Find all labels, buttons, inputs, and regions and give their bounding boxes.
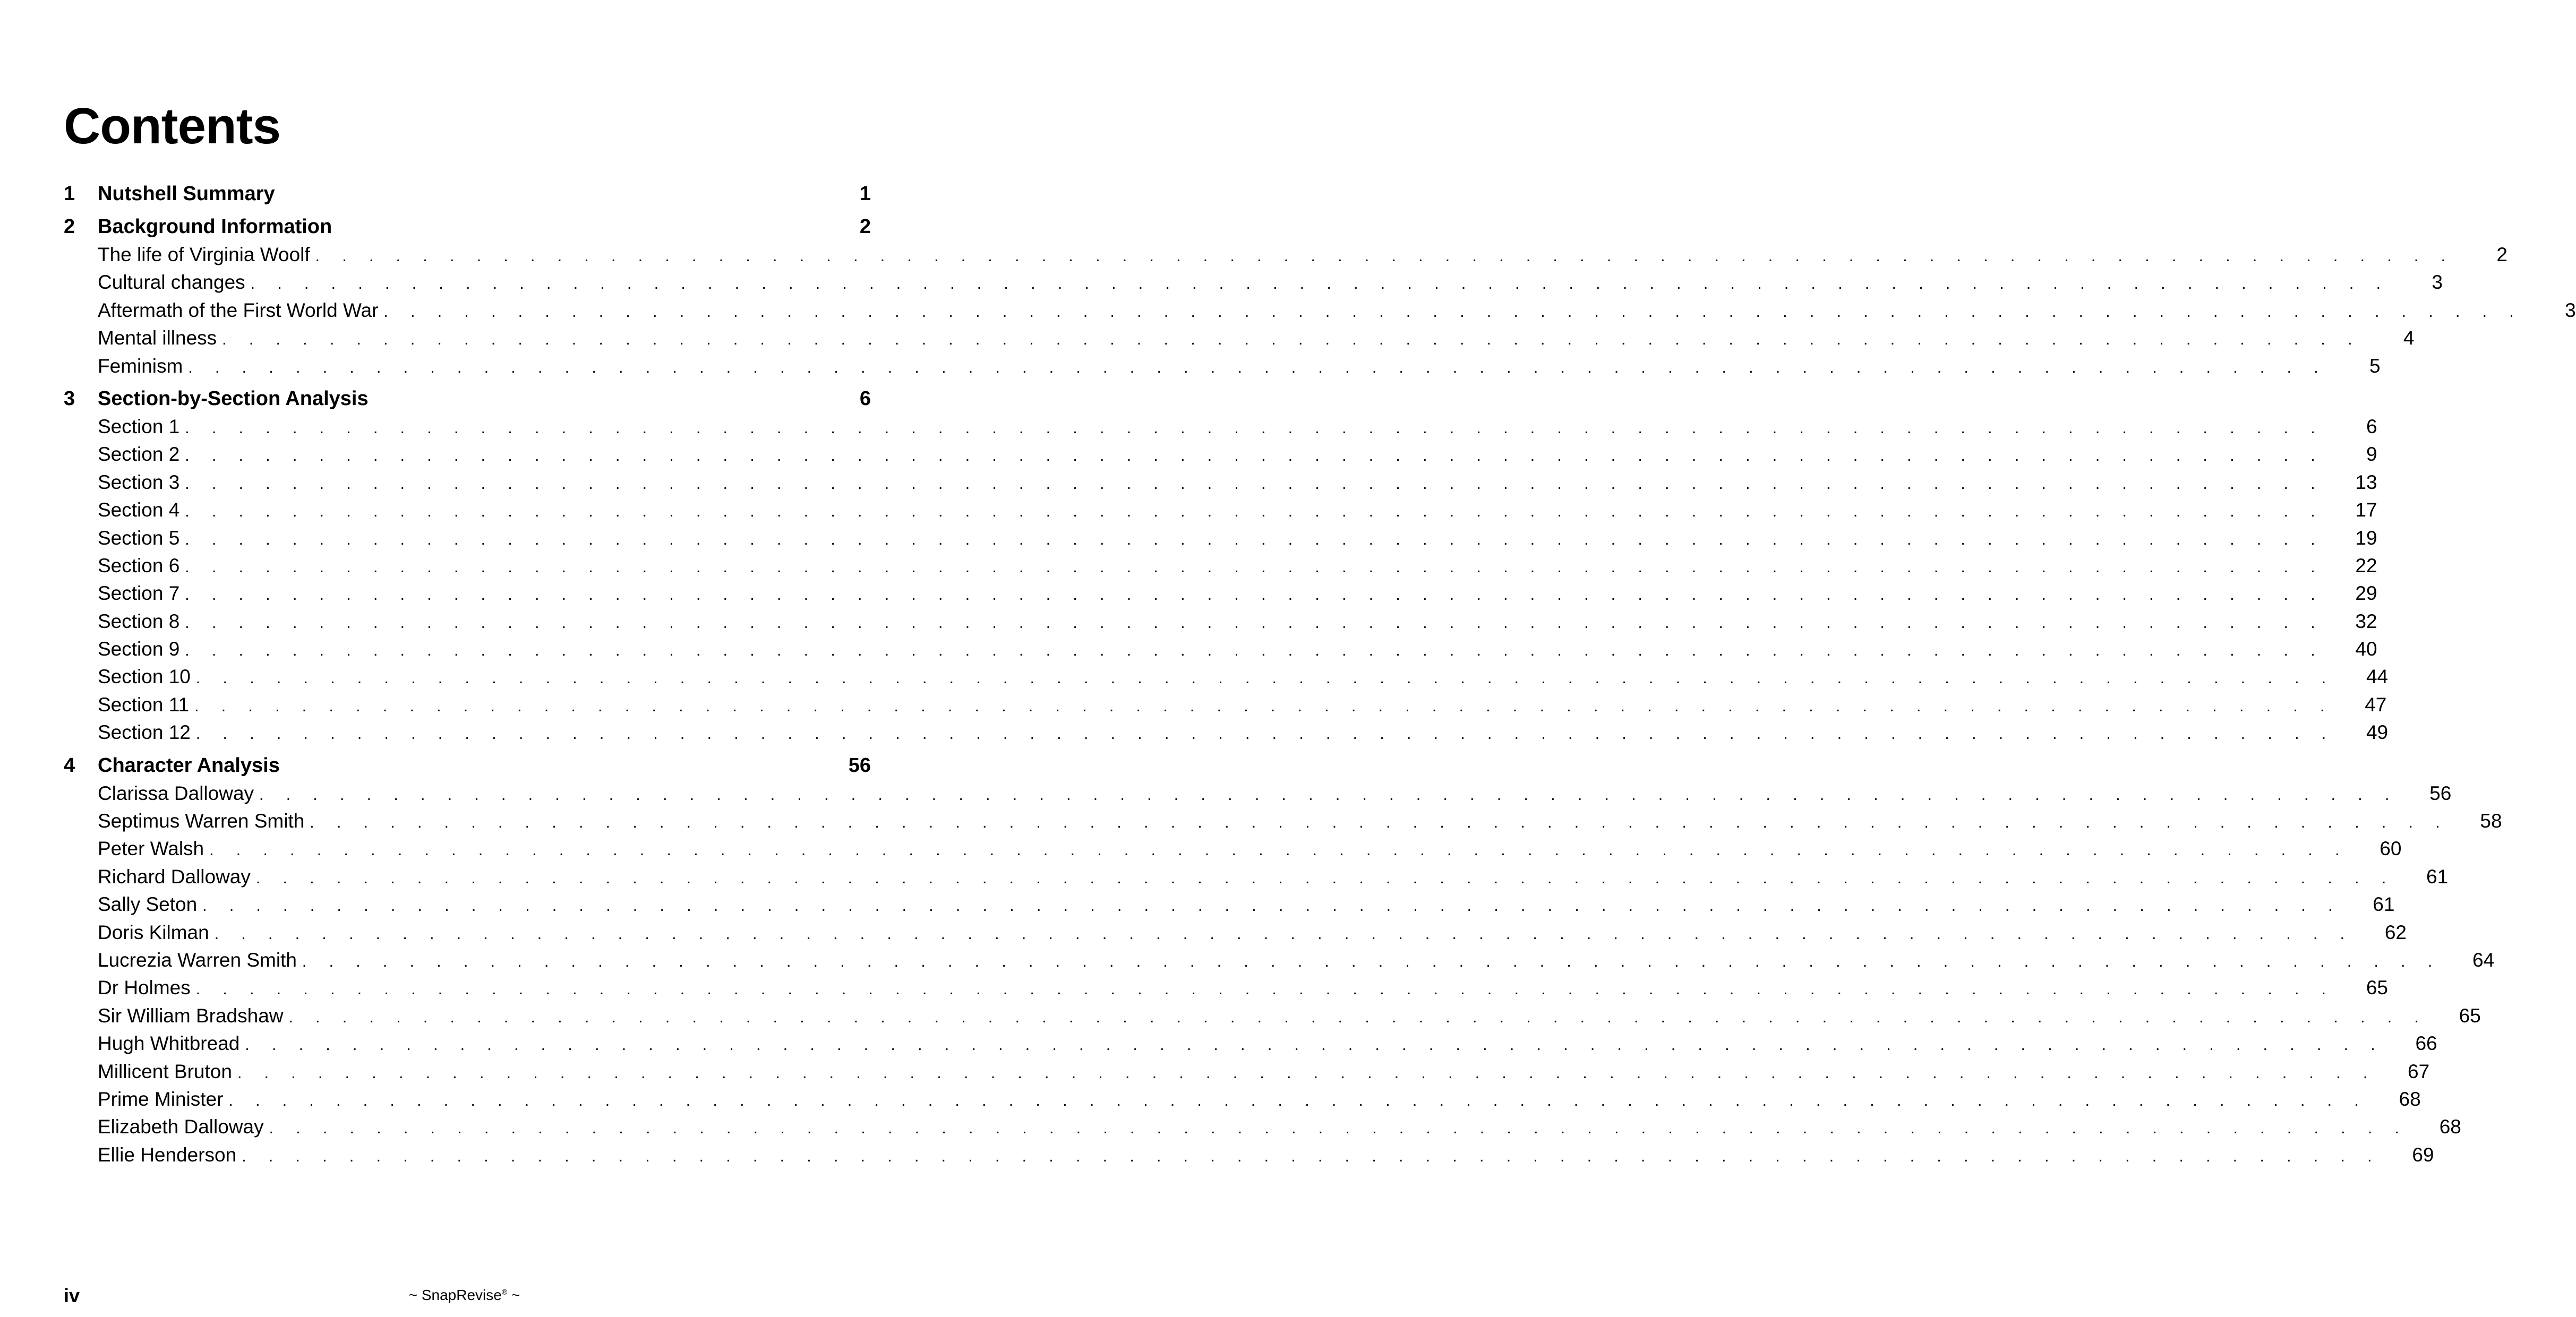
toc-entry-title: Richard Dalloway (98, 863, 256, 891)
toc-dot-leader: . . . . . . . . . . . . . . . . . . . . . . . . . . . . . . . . . . . . . . . . . . . . . . . . . . . . . . . . . . . . . . . . . . . . . . . . . . . . . . . . (185, 447, 2324, 465)
toc-entry-row[interactable] (64, 441, 2377, 468)
toc-entry-page: 5 (2369, 355, 2381, 377)
toc-entry-page: 19 (2355, 527, 2377, 549)
toc-entry-title: Section 6 (98, 552, 185, 580)
toc-dot-leader: . . . . . . . . . . . . . . . . . . . . . . . . . . . . . . . . . . . . . . . . . . . . . . . . . . . . . . . . . . . . . . . . . . . . . . . . . . . . . . . . (185, 558, 2324, 576)
footer-brand-name: SnapRevise (421, 1287, 502, 1303)
toc-dot-leader: . . . . . . . . . . . . . . . . . . . . . . . . . . . . . . . . . . . . . . . . . . . . . . . . . . . . . . . . . . . . . . . . . . . . . . . . . . . . . . . . (214, 925, 2354, 943)
toc-chapter-page: 2 (859, 216, 871, 238)
toc-chapter-number: 3 (64, 387, 75, 410)
toc-entry-title: Aftermath of the First World War (98, 297, 383, 324)
toc-dot-leader: . . . . . . . . . . . . . . . . . . . . . . . . . . . . . . . . . . . . . . . . . . . . . . . . . . . . . . . . . . . . . . . . . . . . . . . . . . . . . . . . (188, 358, 2327, 376)
toc-entry-page: 2 (2496, 244, 2507, 265)
toc-dot-leader: . . . . . . . . . . . . . . . . . . . . . . . . . . . . . . . . . . . . . . . . . . . . . . . . . . . . . . . . . . . . . . . . . . . . . . . . . . . . . . . . (195, 980, 2335, 998)
toc-chapter-title: Background Information (98, 216, 332, 238)
toc-dot-leader: . . . . . . . . . . . . . . . . . . . . . . . . . . . . . . . . . . . . . . . . . . . . . . . . . . . . . . . . . . . . . . . . . . . . . . . . . . . . . . . . (185, 642, 2324, 660)
toc-entry-page: 68 (2439, 1116, 2461, 1138)
toc-entry-title: Lucrezia Warren Smith (98, 946, 302, 974)
toc-entry-title: Septimus Warren Smith (98, 807, 310, 835)
toc-dot-leader: . . . . . . . . . . . . . . . . . . . . . . . . . . . . . . . . . . . . . . . . . . . . . . . . . . . . . . . . . . . . . . . . . . . . . . . . . . . . . . . . (194, 697, 2334, 715)
toc-entry-row[interactable] (64, 552, 2377, 580)
toc-chapter-title: Nutshell Summary (98, 183, 275, 205)
toc-dot-leader: . . . . . . . . . . . . . . . . . . . . . . . . . . . . . . . . . . . . . . . . . . . . . . . . . . . . . . . . . . . . . . . . . . . . . . . . . . . . . . . . (209, 841, 2349, 859)
toc-chapter-row[interactable] (64, 751, 871, 780)
toc-entry-page: 17 (2355, 499, 2377, 521)
toc-entry-title: Ellie Henderson (98, 1141, 242, 1169)
toc-dot-leader: . . . . . . . . . . . . . . . . . . . . . . . . . . . . . . . . . . . . . . . . . . . . . . . . . . . . . . . . . . . . . . . . . . . . . . . . . . . . . . . . (315, 247, 2454, 265)
toc-dot-leader: . . . . . . . . . . . . . . . . . . . . . . . . . . . . . . . . . . . . . . . . . . . . . . . . . . . . . . . . . . . . . . . . . . . . . . . . . . . . . . . . (245, 1036, 2384, 1054)
toc-entry-title: Section 1 (98, 413, 185, 441)
toc-entry-title: Doris Kilman (98, 919, 215, 946)
toc-entry-row[interactable] (64, 919, 2407, 946)
toc-entry-title: Section 9 (98, 635, 185, 663)
toc-dot-leader: . . . . . . . . . . . . . . . . . . . . . . . . . . . . . . . . . . . . . . . . . . . . . . . . . . . . . . . . . . . . . . . . . . . . . . . . . . . . . . . . (185, 475, 2324, 493)
toc-entry-row[interactable] (64, 946, 2495, 974)
toc-entry-title: Section 2 (98, 441, 185, 468)
toc-entry-title: Peter Walsh (98, 835, 209, 863)
footer-page-number: iv (64, 1285, 80, 1306)
toc-entry-row[interactable] (64, 580, 2377, 607)
toc-dot-leader: . . . . . . . . . . . . . . . . . . . . . . . . . . . . . . . . . . . . . . . . . . . . . . . . . . . . . . . . . . . . . . . . . . . . . . . . . . . . . . . . (310, 814, 2449, 832)
toc-chapter-number: 1 (64, 183, 75, 205)
toc-entry-row[interactable] (64, 1030, 2437, 1057)
toc-entry-row[interactable] (64, 1113, 2461, 1141)
toc-chapter-row[interactable] (64, 384, 871, 413)
footer-brand-mark: ® (501, 1287, 508, 1296)
toc-entry-page: 49 (2366, 721, 2389, 744)
toc-entry-title: Section 8 (98, 608, 185, 635)
toc-entry-title: Section 5 (98, 524, 185, 552)
toc-chapter-row[interactable] (64, 179, 871, 208)
toc-chapter-number: 4 (64, 754, 75, 777)
toc-entry-row[interactable] (64, 863, 2449, 891)
toc-entry-row[interactable] (64, 780, 2452, 807)
toc-entry-page: 3 (2565, 299, 2576, 321)
toc-dot-leader: . . . . . . . . . . . . . . . . . . . . . . . . . . . . . . . . . . . . . . . . . . . . . . . . . . . . . . . . . . . . . . . . . . . . . . . . . . . . . . . . (228, 1091, 2368, 1109)
footer-brand (0, 1287, 929, 1304)
toc-chapter-page: 6 (859, 387, 871, 410)
toc-entry-row[interactable] (64, 608, 2377, 635)
toc-entry-row[interactable] (64, 891, 2395, 918)
toc-entry-row[interactable] (64, 1058, 2430, 1086)
toc-entry-row[interactable] (64, 1086, 2421, 1113)
toc-dot-leader: . . . . . . . . . . . . . . . . . . . . . . . . . . . . . . . . . . . . . . . . . . . . . . . . . . . . . . . . . . . . . . . . . . . . . . . . . . . . . . . . (185, 503, 2324, 521)
toc-entry-row[interactable] (64, 324, 2415, 352)
toc-entry-row[interactable] (64, 1002, 2481, 1030)
toc-entry-page: 9 (2366, 443, 2377, 466)
toc-entry-title: Section 4 (98, 496, 185, 524)
footer-tilde-right: ~ (511, 1287, 520, 1303)
toc-entry-title: The life of Virginia Woolf (98, 241, 315, 269)
toc-dot-leader: . . . . . . . . . . . . . . . . . . . . . . . . . . . . . . . . . . . . . . . . . . . . . . . . . . . . . . . . . . . . . . . . . . . . . . . . . . . . . . . . (255, 869, 2395, 887)
toc-entry-title: Hugh Whitbread (98, 1030, 245, 1057)
toc-entry-row[interactable] (64, 691, 2387, 719)
toc-entry-title: Section 12 (98, 719, 196, 746)
toc-dot-leader: . . . . . . . . . . . . . . . . . . . . . . . . . . . . . . . . . . . . . . . . . . . . . . . . . . . . . . . . . . . . . . . . . . . . . . . . . . . . . . . . (242, 1147, 2381, 1165)
toc-entry-row[interactable] (64, 297, 2576, 324)
toc-entry-row[interactable] (64, 524, 2377, 552)
toc-entry-row[interactable] (64, 469, 2377, 496)
toc-entry-page: 66 (2415, 1032, 2437, 1055)
toc-entry-page: 4 (2403, 327, 2415, 349)
toc-entry-page: 29 (2355, 582, 2377, 605)
toc-entry-page: 64 (2472, 949, 2495, 971)
toc-entry-row[interactable] (64, 496, 2377, 524)
toc-entry-title: Mental illness (98, 324, 222, 352)
toc-entry-page: 61 (2426, 865, 2449, 888)
toc-entry-page: 40 (2355, 638, 2377, 660)
toc-entry-title: Dr Holmes (98, 974, 196, 1002)
toc-chapter-page: 56 (848, 754, 871, 777)
toc-entry-title: Prime Minister (98, 1086, 228, 1113)
toc-entry-page: 65 (2459, 1004, 2481, 1027)
toc-entry-page: 65 (2366, 977, 2389, 999)
toc-dot-leader: . . . . . . . . . . . . . . . . . . . . . . . . . . . . . . . . . . . . . . . . . . . . . . . . . . . . . . . . . . . . . . . . . . . . . . . . . . . . . . . . (288, 1008, 2428, 1026)
toc-entry-row[interactable] (64, 719, 2389, 746)
toc-entry-title: Section 3 (98, 469, 185, 496)
toc-entry-page: 3 (2432, 271, 2443, 294)
toc-dot-leader: . . . . . . . . . . . . . . . . . . . . . . . . . . . . . . . . . . . . . . . . . . . . . . . . . . . . . . . . . . . . . . . . . . . . . . . . . . . . . . . . (250, 275, 2390, 293)
toc-entry-row[interactable] (64, 413, 2377, 441)
toc-entry-row[interactable] (64, 269, 2443, 296)
toc-dot-leader: . . . . . . . . . . . . . . . . . . . . . . . . . . . . . . . . . . . . . . . . . . . . . . . . . . . . . . . . . . . . . . . . . . . . . . . . . . . . . . . . (202, 897, 2342, 915)
toc-dot-leader: . . . . . . . . . . . . . . . . . . . . . . . . . . . . . . . . . . . . . . . . . . . . . . . . . . . . . . . . . . . . . . . . . . . . . . . . . . . . . . . . (269, 1120, 2408, 1138)
toc-entry-title: Clarissa Dalloway (98, 780, 259, 807)
toc-entry-title: Section 7 (98, 580, 185, 607)
toc-entry-page: 58 (2480, 810, 2502, 832)
toc-entry-page: 68 (2399, 1088, 2421, 1110)
toc-entry-title: Elizabeth Dalloway (98, 1113, 269, 1141)
toc-entry-title: Cultural changes (98, 269, 251, 296)
table-of-contents (64, 179, 2576, 1169)
toc-entry-title: Sally Seton (98, 891, 202, 918)
toc-entry-row[interactable] (64, 974, 2389, 1002)
toc-entry-page: 6 (2366, 415, 2377, 437)
toc-dot-leader: . . . . . . . . . . . . . . . . . . . . . . . . . . . . . . . . . . . . . . . . . . . . . . . . . . . . . . . . . . . . . . . . . . . . . . . . . . . . . . . . (185, 614, 2324, 632)
toc-dot-leader: . . . . . . . . . . . . . . . . . . . . . . . . . . . . . . . . . . . . . . . . . . . . . . . . . . . . . . . . . . . . . . . . . . . . . . . . . . . . . . . . (185, 419, 2324, 437)
toc-entry-page: 44 (2366, 666, 2389, 688)
page-title: Contents (64, 98, 280, 154)
toc-entry-title: Section 10 (98, 663, 196, 691)
toc-entry-page: 22 (2355, 554, 2377, 576)
toc-dot-leader: . . . . . . . . . . . . . . . . . . . . . . . . . . . . . . . . . . . . . . . . . . . . . . . . . . . . . . . . . . . . . . . . . . . . . . . . . . . . . . . . (222, 331, 2361, 349)
toc-entry-title: Feminism (98, 352, 188, 380)
toc-entry-title: Section 11 (98, 691, 194, 719)
toc-entry-page: 56 (2429, 782, 2452, 804)
toc-entry-row[interactable] (64, 807, 2502, 835)
toc-dot-leader: . . . . . . . . . . . . . . . . . . . . . . . . . . . . . . . . . . . . . . . . . . . . . . . . . . . . . . . . . . . . . . . . . . . . . . . . . . . . . . . . (237, 1064, 2377, 1082)
toc-entry-row[interactable] (64, 635, 2377, 663)
toc-chapter-number: 2 (64, 216, 75, 238)
toc-chapter-title: Section-by-Section Analysis (98, 387, 369, 410)
footer-tilde-left: ~ (408, 1287, 418, 1303)
toc-dot-leader: . . . . . . . . . . . . . . . . . . . . . . . . . . . . . . . . . . . . . . . . . . . . . . . . . . . . . . . . . . . . . . . . . . . . . . . . . . . . . . . . (259, 786, 2399, 804)
toc-dot-leader: . . . . . . . . . . . . . . . . . . . . . . . . . . . . . . . . . . . . . . . . . . . . . . . . . . . . . . . . . . . . . . . . . . . . . . . . . . . . . . . . (195, 725, 2335, 743)
toc-entry-title: Millicent Bruton (98, 1058, 237, 1086)
toc-entry-page: 47 (2365, 693, 2387, 716)
toc-entry-page: 62 (2384, 921, 2407, 943)
toc-dot-leader: . . . . . . . . . . . . . . . . . . . . . . . . . . . . . . . . . . . . . . . . . . . . . . . . . . . . . . . . . . . . . . . . . . . . . . . . . . . . . . . . (185, 530, 2324, 548)
toc-entry-row[interactable] (64, 835, 2402, 863)
toc-chapter-row[interactable] (64, 212, 871, 241)
toc-entry-row[interactable] (64, 1141, 2434, 1169)
toc-dot-leader: . . . . . . . . . . . . . . . . . . . . . . . . . . . . . . . . . . . . . . . . . . . . . . . . . . . . . . . . . . . . . . . . . . . . . . . . . . . . . . . . (185, 586, 2324, 604)
toc-entry-page: 13 (2355, 471, 2377, 493)
toc-entry-page: 67 (2408, 1060, 2430, 1082)
toc-entry-row[interactable] (64, 663, 2389, 691)
toc-entry-page: 61 (2373, 893, 2395, 916)
toc-chapter-page: 1 (859, 183, 871, 205)
toc-entry-row[interactable] (64, 241, 2507, 269)
toc-chapter-title: Character Analysis (98, 754, 280, 777)
toc-entry-title: Sir William Bradshaw (98, 1002, 289, 1030)
toc-entry-page: 60 (2380, 838, 2402, 860)
toc-entry-page: 69 (2412, 1143, 2434, 1166)
toc-entry-page: 32 (2355, 610, 2377, 632)
toc-dot-leader: . . . . . . . . . . . . . . . . . . . . . . . . . . . . . . . . . . . . . . . . . . . . . . . . . . . . . . . . . . . . . . . . . . . . . . . . . . . . . . . . (383, 303, 2523, 321)
toc-dot-leader: . . . . . . . . . . . . . . . . . . . . . . . . . . . . . . . . . . . . . . . . . . . . . . . . . . . . . . . . . . . . . . . . . . . . . . . . . . . . . . . . (302, 952, 2442, 970)
toc-dot-leader: . . . . . . . . . . . . . . . . . . . . . . . . . . . . . . . . . . . . . . . . . . . . . . . . . . . . . . . . . . . . . . . . . . . . . . . . . . . . . . . . (195, 669, 2335, 687)
toc-entry-row[interactable] (64, 352, 2381, 380)
